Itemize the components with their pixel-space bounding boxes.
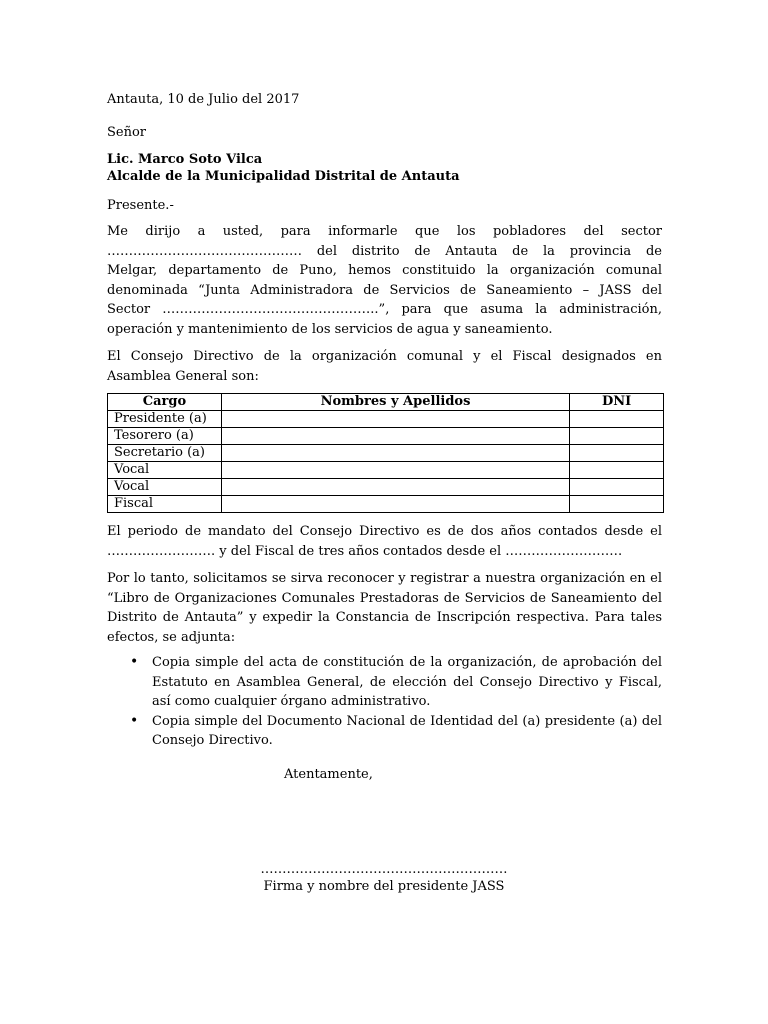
intro-line: Sector …………………………………………..”, para que asuma la administración, bbox=[107, 302, 662, 317]
mandate-paragraph bbox=[107, 522, 662, 561]
recipient-name: Lic. Marco Soto Vilca bbox=[107, 152, 263, 167]
request-paragraph: Por lo tanto, solicitamos se sirva reconocer y registrar a nuestra organización en el “Libro de Organizaciones Comunales Prestadoras de Servicios de Saneamiento del Distrito de Antauta” y expedir la Constancia de Inscripción respectiva. Para tales efectos, se adjunta: bbox=[107, 571, 662, 645]
table-row bbox=[108, 411, 664, 428]
cell-dni bbox=[570, 428, 664, 445]
table-row bbox=[108, 479, 664, 496]
council-table bbox=[107, 393, 664, 513]
cell-cargo: Fiscal bbox=[108, 496, 222, 513]
cell-nombres bbox=[221, 479, 569, 496]
mandate-line: ……………………. y del Fiscal de tres años contados desde el ……………………… bbox=[107, 543, 623, 559]
table-header-row bbox=[108, 394, 664, 411]
column-header-nombres: Nombres y Apellidos bbox=[221, 394, 569, 411]
cell-nombres bbox=[221, 462, 569, 479]
cell-cargo: Presidente (a) bbox=[108, 411, 222, 428]
table-row bbox=[108, 462, 664, 479]
salutation: Señor bbox=[107, 125, 147, 140]
list-item: • Copia simple del Documento Nacional de Identidad del (a) presidente (a) del Consejo Directivo. bbox=[107, 712, 662, 751]
intro-paragraph bbox=[107, 222, 662, 339]
signature-line: ………………………………………………… bbox=[260, 862, 508, 877]
signature-label: Firma y nombre del presidente JASS bbox=[263, 879, 505, 894]
intro-line: ……………………………………… del distrito de Antauta de la provincia de bbox=[107, 243, 662, 259]
recipient-title: Alcalde de la Municipalidad Distrital de Antauta bbox=[107, 169, 460, 184]
cell-nombres bbox=[221, 428, 569, 445]
table-row bbox=[108, 496, 664, 513]
cell-dni bbox=[570, 496, 664, 513]
table-row bbox=[108, 445, 664, 462]
closing: Atentamente, bbox=[284, 767, 373, 782]
cell-cargo: Tesorero (a) bbox=[108, 428, 222, 445]
place-date: Antauta, 10 de Julio del 2017 bbox=[107, 92, 300, 107]
mandate-line: El periodo de mandato del Consejo Directivo es de dos años contados desde el bbox=[107, 524, 662, 539]
table-row bbox=[108, 428, 664, 445]
attachments-list bbox=[107, 653, 662, 751]
presente: Presente.- bbox=[107, 198, 174, 213]
cell-nombres bbox=[221, 411, 569, 428]
cell-cargo: Secretario (a) bbox=[108, 445, 222, 462]
column-header-cargo: Cargo bbox=[108, 394, 222, 411]
cell-nombres bbox=[221, 445, 569, 462]
cell-dni bbox=[570, 411, 664, 428]
intro-line: Me dirijo a usted, para informarle que los pobladores del sector bbox=[107, 224, 662, 239]
intro-line: operación y mantenimiento de los servicios de agua y saneamiento. bbox=[107, 321, 553, 337]
cell-dni bbox=[570, 445, 664, 462]
cell-cargo: Vocal bbox=[108, 462, 222, 479]
cell-cargo: Vocal bbox=[108, 479, 222, 496]
cell-dni bbox=[570, 479, 664, 496]
list-item: • Copia simple del acta de constitución de la organización, de aprobación del Estatuto en Asamblea General, de elección del Consejo Directivo y Fiscal, así como cualquier órgano administrativo. bbox=[107, 653, 662, 712]
column-header-dni: DNI bbox=[570, 394, 664, 411]
cell-nombres bbox=[221, 496, 569, 513]
council-intro: El Consejo Directivo de la organización comunal y el Fiscal designados en Asamblea General son: bbox=[107, 349, 662, 384]
intro-line: denominada “Junta Administradora de Servicios de Saneamiento – JASS del bbox=[107, 282, 662, 298]
intro-line: Melgar, departamento de Puno, hemos constituido la organización comunal bbox=[107, 263, 662, 278]
cell-dni bbox=[570, 462, 664, 479]
